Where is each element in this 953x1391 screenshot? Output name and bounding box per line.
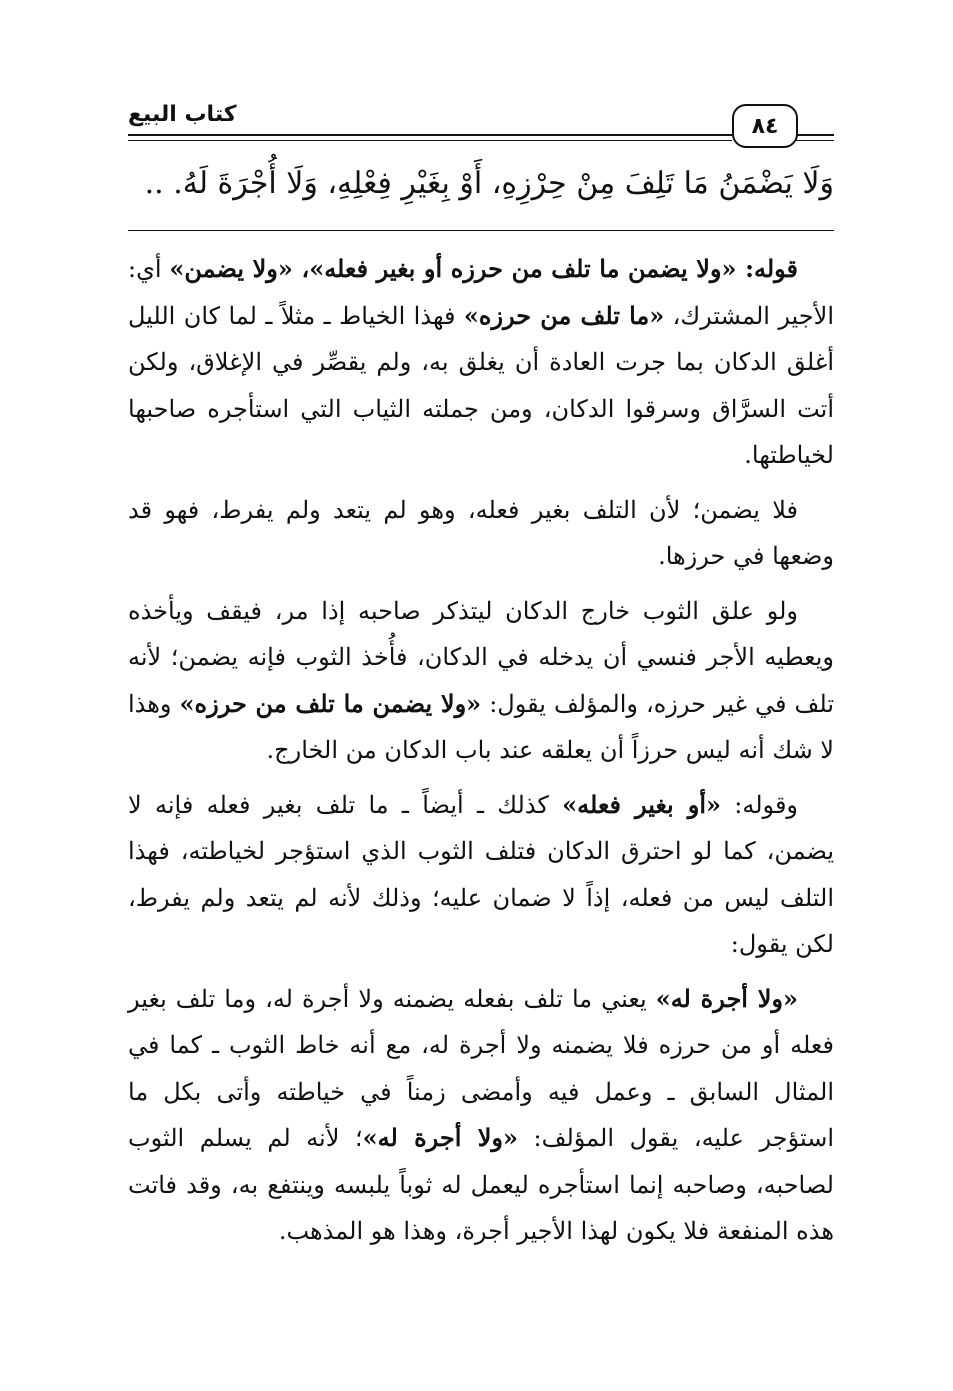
matn-divider [128, 230, 834, 231]
header-rule [796, 134, 834, 136]
commentary-body [128, 246, 834, 1263]
quoted-matn-phrase: «ما تلف من حرزه» [463, 300, 665, 330]
header-rule [128, 134, 732, 136]
commentary-text: وقوله: [721, 790, 799, 819]
paragraph [128, 246, 834, 479]
header-rule [128, 140, 732, 141]
quoted-matn-phrase: «ولا يضمن ما تلف من حرزه» [179, 688, 482, 718]
paragraph [128, 976, 834, 1255]
matn-text: وَلَا يَضْمَنُ مَا تَلِفَ مِنْ حِرْزِهِ، أَوْ بِغَيْرِ فِعْلِهِ، وَلَا أُجْرَةَ لَهُ. .. [144, 166, 834, 201]
paragraph [128, 782, 834, 968]
commentary-text: ولو علق الثوب خارج الدكان ليتذكر صاحبه إذا مر، فيقف ويأخذه ويعطيه الأجر فنسي أن يدخله في الدكان، فأُخذ الثوب فإنه يضمن؛ لأنه تلف في غير حرزه، والمؤلف يقول: [128, 596, 835, 718]
paragraph [128, 588, 834, 774]
commentary-text: يعني ما تلف بفعله يضمنه ولا أجرة له، وما تلف بغير فعله أو من حرزه فلا يضمنه ولا أجرة له، مع أنه خاط الثوب ـ كما في المثال السابق ـ وعمل فيه وأمضى زمناً في خياطته وأتى بكل ما استؤجر عليه، يقول المؤلف: [128, 984, 834, 1152]
commentary-text: أي: الأجير المشترك، [128, 255, 834, 330]
quoted-matn-phrase: «أو بغير فعله» [562, 789, 721, 819]
commentary-text: كذلك ـ أيضاً ـ ما تلف بغير فعله فإنه لا يضمن، كما لو احترق الدكان فتلف الثوب الذي استؤجر لخياطته، فهذا التلف ليس من فعله، إذاً لا ضمان عليه؛ وذلك لأنه لم يتعد ولم يفرط، لكن يقول: [128, 790, 834, 958]
paragraph [128, 487, 834, 580]
commentary-text: فلا يضمن؛ لأن التلف بغير فعله، وهو لم يتعد ولم يفرط، فهو قد وضعها في حرزها. [128, 495, 834, 570]
quoted-matn-phrase: «ولا أجرة له» [362, 1123, 518, 1152]
commentary-text: فهذا الخياط ـ مثلاً ـ لما كان الليل أغلق الدكان بما جرت العادة أن يغلق به، ولم يقصِّر في الإغلاق، ولكن أتت السرَّاق وسرقوا الدكان، ومن جملته الثياب التي استأجره صاحبها لخياطتها. [128, 301, 834, 469]
header-rule [796, 140, 834, 141]
quoted-matn-phrase: «ولا أجرة له» [655, 983, 798, 1013]
page-number: ٨٤ [732, 104, 798, 148]
commentary-text: وهذا لا شك أنه ليس حرزاً أن يعلقه عند باب الدكان من الخارج. [128, 689, 834, 764]
page-header [128, 100, 834, 150]
book-title: كتاب البيع [128, 102, 237, 127]
commentary-text: ؛ لأنه لم يسلم الثوب لصاحبه، وصاحبه إنما استأجره ليعمل له ثوباً يلبسه وينتفع به، وقد فاتت هذه المنفعة فلا يكون لهذا الأجير أجرة، وهذا هو المذهب. [128, 1124, 834, 1245]
quoted-matn-phrase: قوله: «ولا يضمن ما تلف من حرزه أو بغير فعله»، «ولا يضمن» [169, 254, 799, 283]
